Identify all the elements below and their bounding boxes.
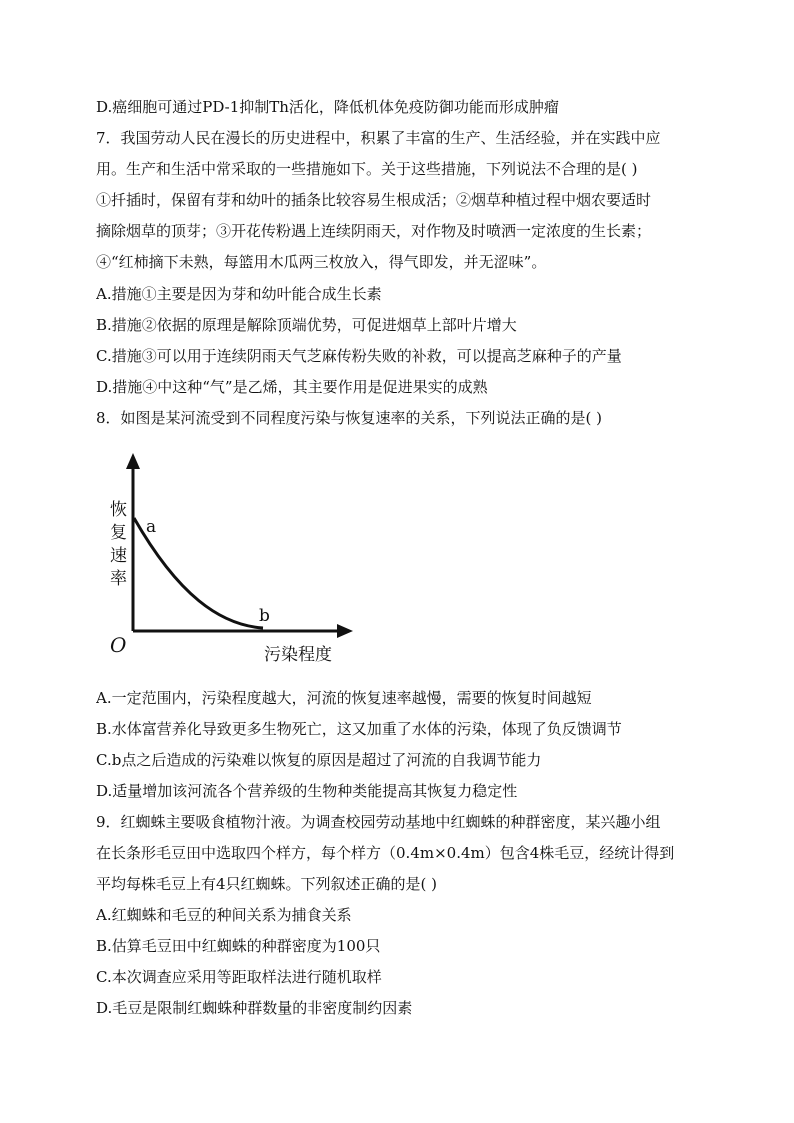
q7-option-a: A.措施①主要是因为芽和幼叶能合成生长素 <box>96 285 382 303</box>
x-axis-arrow <box>337 624 353 638</box>
q9-option-a: A.红蜘蛛和毛豆的种间关系为捕食关系 <box>96 906 352 924</box>
q9-option-b: B.估算毛豆田中红蜘蛛的种群密度为100只 <box>96 937 381 955</box>
q6-option-d: D.癌细胞可通过PD-1抑制Th活化，降低机体免疫防御功能而形成肿瘤 <box>96 98 559 116</box>
q7-option-b: B.措施②依据的原理是解除顶端优势，可促进烟草上部叶片增大 <box>96 316 517 334</box>
y-axis-arrow <box>126 453 140 469</box>
origin-label: O <box>110 633 127 657</box>
pollution-recovery-graph <box>100 445 370 670</box>
q9-stem-line-2: 在长条形毛豆田中选取四个样方，每个样方（0.4m×0.4m）包含4株毛豆，经统计得到 <box>96 844 675 862</box>
q7-stem-line-1: 7．我国劳动人民在漫长的历史进程中，积累了丰富的生产、生活经验，并在实践中应 <box>96 129 661 147</box>
y-label-char-2: 复 <box>110 523 127 543</box>
point-b-label: b <box>259 606 270 626</box>
q8-option-c: C.b点之后造成的污染难以恢复的原因是超过了河流的自我调节能力 <box>96 751 542 769</box>
y-label-char-1: 恢 <box>110 500 127 520</box>
q8-stem: 8．如图是某河流受到不同程度污染与恢复速率的关系，下列说法正确的是( ) <box>96 409 603 427</box>
q9-option-c: C.本次调查应采用等距取样法进行随机取样 <box>96 968 382 986</box>
q8-option-d: D.适量增加该河流各个营养级的生物种类能提高其恢复力稳定性 <box>96 782 518 800</box>
q7-item-line-1: ①扦插时，保留有芽和幼叶的插条比较容易生根成活；②烟草种植过程中烟农要适时 <box>96 191 652 209</box>
q7-item-line-3: ④“红柿摘下未熟，每篮用木瓜两三枚放入，得气即发，并无涩味”。 <box>96 253 547 271</box>
point-a-label: a <box>146 517 157 537</box>
q7-stem-line-2: 用。生产和生活中常采取的一些措施如下。关于这些措施，下列说法不合理的是( ) <box>96 160 638 178</box>
q8-figure <box>100 445 370 670</box>
q9-option-d: D.毛豆是限制红蜘蛛种群数量的非密度制约因素 <box>96 999 413 1017</box>
q8-option-b: B.水体富营养化导致更多生物死亡，这又加重了水体的污染，体现了负反馈调节 <box>96 720 622 738</box>
x-axis-label: 污染程度 <box>264 645 332 665</box>
q7-option-c: C.措施③可以用于连续阴雨天气芝麻传粉失败的补救，可以提高芝麻种子的产量 <box>96 347 622 365</box>
q9-stem-line-1: 9．红蜘蛛主要吸食植物汁液。为调查校园劳动基地中红蜘蛛的种群密度，某兴趣小组 <box>96 813 661 831</box>
q8-option-a: A.一定范围内，污染程度越大，河流的恢复速率越慢，需要的恢复时间越短 <box>96 689 592 707</box>
q7-option-d: D.措施④中这种“气”是乙烯，其主要作用是促进果实的成熟 <box>96 378 488 396</box>
q9-stem-line-3: 平均每株毛豆上有4只红蜘蛛。下列叙述正确的是( ) <box>96 875 438 893</box>
y-label-char-3: 速 <box>110 546 127 566</box>
q7-item-line-2: 摘除烟草的顶芽；③开花传粉遇上连续阴雨天，对作物及时喷洒一定浓度的生长素； <box>96 222 652 240</box>
y-label-char-4: 率 <box>110 569 127 589</box>
